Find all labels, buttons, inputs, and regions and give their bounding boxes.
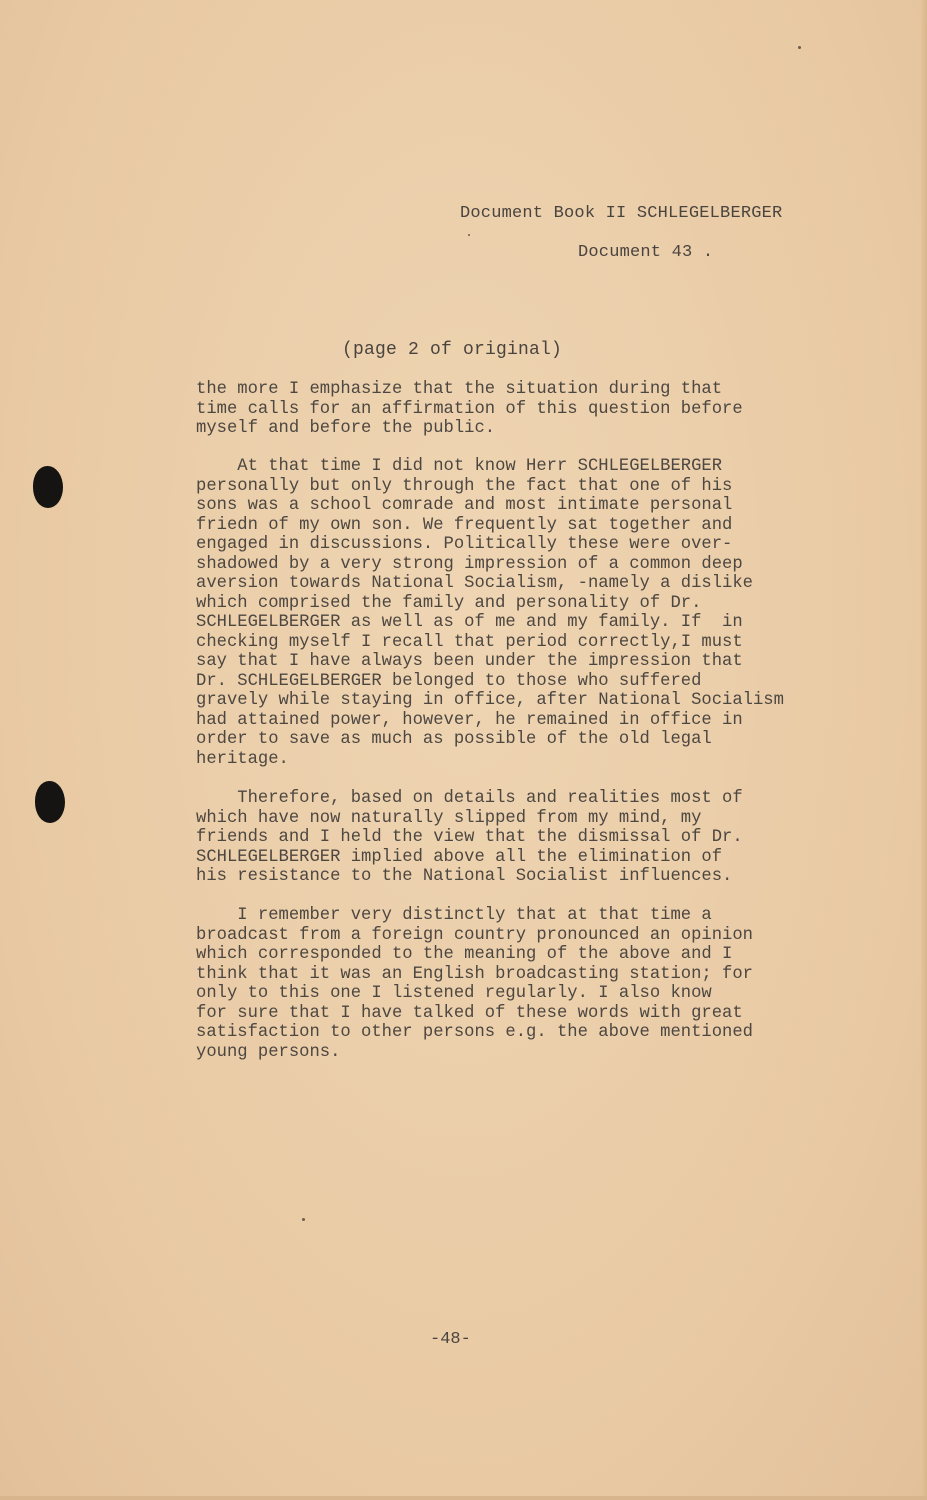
document-book-title: Document Book II SCHLEGELBERGER [460, 204, 783, 223]
paper-speck [468, 234, 470, 236]
page-number: -48- [430, 1330, 471, 1349]
document-number: Document 43 . [578, 243, 714, 262]
punch-hole-top [33, 466, 63, 508]
paragraph-2: At that time I did not know Herr SCHLEGELBERGER personally but only through the fact that one of his sons was a school comrade and most intimate personal friedn of my own son. We frequently sat together and engaged in discussions. Politically these were over- shadowed by a very strong impression of a common deep aversion towards National Socialism, -namely a dislike which comprised the family and personality of Dr. SCHLEGELBERGER as well as of me and my family. If in checking myself I recall that period correctly,I must say that I have always been under the impression that Dr. SCHLEGELBERGER belonged to those who suffered gravely while staying in office, after National Socialism had attained power, however, he remained in office in order to save as much as possible of the old legal heritage. [196, 457, 784, 769]
punch-hole-bottom [35, 781, 65, 823]
paragraph-3: Therefore, based on details and realities most of which have now naturally slipped from my mind, my friends and I held the view that the dismissal of Dr. SCHLEGELBERGER implied above all the elimination of his resistance to the National Socialist influences. [196, 789, 743, 886]
paper-speck [302, 1218, 305, 1221]
paper-edge-right [921, 0, 927, 1500]
page-reference: (page 2 of original) [342, 340, 563, 360]
paper-speck [798, 46, 801, 49]
paragraph-4: I remember very distinctly that at that time a broadcast from a foreign country pronounced an opinion which corresponded to the meaning of the above and I think that it was an English broadcasting station; for only to this one I listened regularly. I also know for sure that I have talked of these words with great satisfaction to other persons e.g. the above mentioned young persons. [196, 906, 753, 1062]
paragraph-1: the more I emphasize that the situation during that time calls for an affirmation of this question before myself and before the public. [196, 380, 743, 438]
paper-edge-bottom [0, 1496, 927, 1500]
